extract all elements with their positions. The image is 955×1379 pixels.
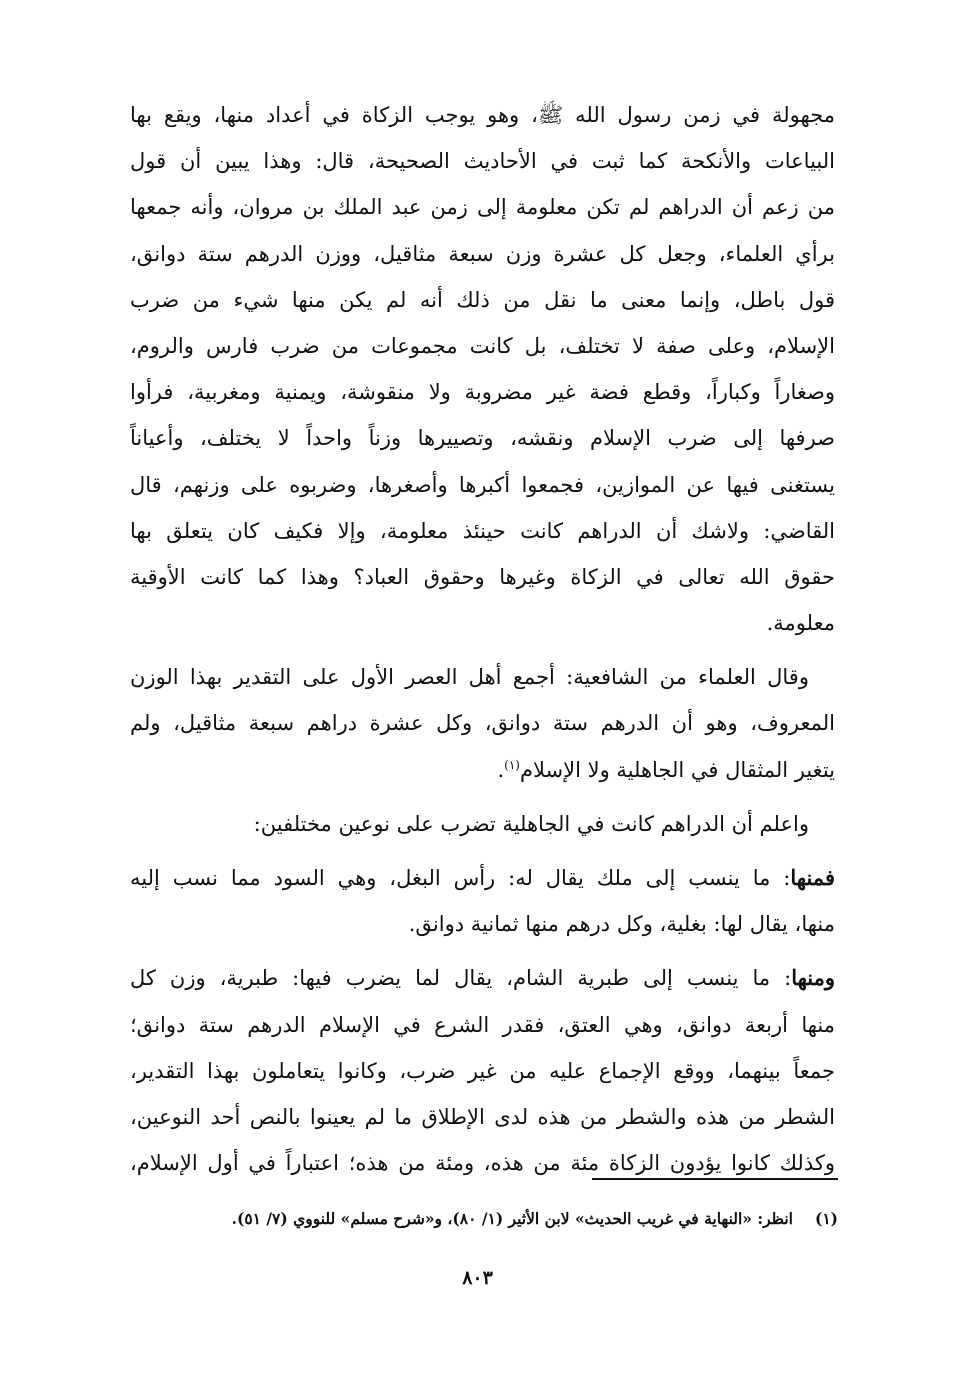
footnote-text: انظر: «النهاية في غريب الحديث» لابن الأثير (١/ ٨٠)، و«شرح مسلم» للنووي (٧/ ٥١).	[231, 1209, 793, 1228]
text-line: يستغنى فيها عن الموازين، فجمعوا أكبرها وأصغرها، وضربوه على وزنهم، قال	[130, 472, 835, 497]
text-line	[130, 955, 835, 1001]
text-line: المعروف، وهو أن الدرهم ستة دوانق، وكل عشرة دراهم سبعة مثاقيل، ولم	[130, 711, 835, 736]
text-line: وقال العلماء من الشافعية: أجمع أهل العصر الأول على التقدير بهذا الوزن	[130, 665, 809, 690]
text-line: وصغاراً وكباراً، وقطع فضة غير مضروبة ولا منقوشة، ويمنية ومغربية، فرأوا	[130, 380, 835, 405]
text-line: برأي العلماء، وجعل كل عشرة وزن سبعة مثاقيل، ووزن الدرهم ستة دوانق،	[130, 241, 835, 266]
text-line: من زعم أن الدراهم لم تكن معلومة إلى زمن عبد الملك بن مروان، وأنه جمعها	[130, 195, 835, 220]
footnote-number: (١)	[814, 1209, 838, 1228]
text-segment: يتغير المثقال في الجاهلية ولا الإسلام	[519, 757, 835, 782]
text-line-with-footnote-ref	[130, 747, 835, 793]
paragraph-gap	[130, 793, 835, 801]
text-line: معلومة.	[766, 611, 835, 636]
text-line: الإسلام، وعلى صفة لا تختلف، بل كانت مجموعات من ضرب فارس والروم،	[130, 333, 835, 358]
text-line: وكذلك كانوا يؤدون الزكاة مئة من هذه، ومئة من هذه؛ اعتباراً في أول الإسلام،	[130, 1151, 835, 1176]
paragraph-gap	[130, 646, 835, 654]
text-line: القاضي: ولاشك أن الدراهم كانت حينئذ معلومة، وإلا فكيف كان يتعلق بها	[130, 518, 835, 543]
paragraph-gap	[130, 947, 835, 955]
text-line	[130, 855, 835, 901]
text-line: الشطر من هذه والشطر من هذه لدى الإطلاق ما لم يعينوا بالنص أحد النوعين،	[130, 1104, 835, 1129]
text-line: صرفها إلى ضرب الإسلام ونقشه، وتصييرها وزناً واحداً لا يختلف، وأعياناً	[130, 426, 835, 451]
lead-word: فمنها	[790, 865, 835, 890]
text-segment: .	[497, 757, 505, 782]
footnote-separator	[592, 1178, 838, 1180]
text-line: واعلم أن الدراهم كانت في الجاهلية تضرب على نوعين مختلفين:	[253, 811, 809, 836]
page-number: ٨٠٣	[462, 1267, 493, 1289]
footnote-reference[interactable]: (١)	[504, 757, 520, 772]
text-line: منها أربعة دوانق، وهي العتق، فقدر الشرع في الإسلام الدرهم ستة دوانق؛	[130, 1012, 835, 1037]
main-text	[130, 92, 835, 1186]
text-line: حقوق الله تعالى في الزكاة وغيرها وحقوق العباد؟ وهذا كما كانت الأوقية	[130, 564, 835, 589]
text-segment: : ما ينسب إلى ملك يقال له: رأس البغل، وهي السود مما نسب إليه	[130, 866, 791, 890]
lead-word: ومنها	[791, 965, 835, 991]
footnote	[140, 1205, 838, 1233]
text-line: قول باطل، وإنما معنى ما نقل من ذلك أنه لم يكن منها شيء من ضرب	[130, 287, 835, 312]
text-line: مجهولة في زمن رسول الله ﷺ، وهو يوجب الزكاة في أعداد منها، ويقع بها	[130, 103, 835, 127]
text-line: جمعاً بينهما، ووقع الإجماع عليه من غير ضرب، وكانوا يتعاملون بهذا التقدير،	[130, 1058, 835, 1083]
text-line: البياعات والأنكحة كما ثبت في الأحاديث الصحيحة، قال: وهذا يبين أن قول	[130, 149, 835, 174]
text-line: منها، يقال لها: بغلية، وكل درهم منها ثمانية دوانق.	[408, 912, 835, 937]
paragraph-gap	[130, 847, 835, 855]
text-segment: : ما ينسب إلى طبرية الشام، يقال لما يضرب فيها: طبرية، وزن كل	[130, 966, 792, 991]
